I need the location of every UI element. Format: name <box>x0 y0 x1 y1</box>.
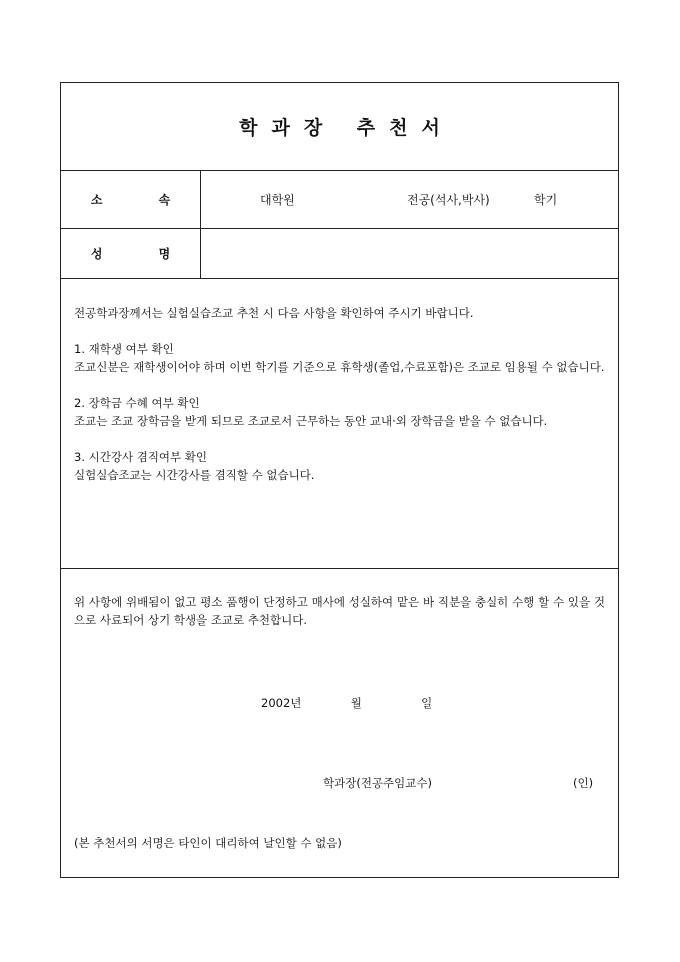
item-3-body: 실험실습조교는 시간강사를 겸직할 수 없습니다. <box>74 468 315 482</box>
major-degree-text: 전공(석사,박사) <box>407 192 490 207</box>
name-label: 성 명 <box>61 228 201 278</box>
confirmation-intro: 전공학과장께서는 실험실습조교 추천 시 다음 사항을 확인하여 주시기 바랍니다. <box>74 306 474 320</box>
affiliation-row <box>61 170 618 229</box>
semester-text: 학기 <box>534 192 558 207</box>
item-1-body: 조교신분은 재학생이어야 하며 이번 학기를 기준으로 휴학생(졸업,수료포함)은 조교로 임용될 수 없습니다. <box>74 360 605 374</box>
affiliation-label: 소 속 <box>61 170 201 228</box>
item-2-heading: 2. 장학금 수혜 여부 확인 <box>74 396 200 410</box>
name-row <box>61 228 618 279</box>
recommendation-section <box>61 593 618 629</box>
document-title: 학과장 추천서 <box>239 117 454 139</box>
date-line <box>261 695 432 711</box>
date-month: 월 <box>350 696 362 710</box>
footnote: (본 추천서의 서명은 타인이 대리하여 날인할 수 없음) <box>74 836 342 850</box>
date-day: 일 <box>421 696 433 710</box>
recommendation-form <box>60 82 619 878</box>
recommendation-text: 위 사항에 위배됨이 없고 평소 품행이 단정하고 매사에 성실하여 맡은 바 직분을 충실히 수행 할 수 있을 것으로 사료되어 상기 학생을 조교로 추천합니다. <box>74 595 605 627</box>
item-2-body: 조교는 조교 장학금을 받게 되므로 조교로서 근무하는 동안 교내·외 장학금을 받을 수 없습니다. <box>74 414 548 428</box>
title-row <box>61 83 618 171</box>
graduate-school-text: 대학원 <box>260 192 295 207</box>
seal-mark: (인) <box>573 776 594 790</box>
section-divider <box>61 568 618 569</box>
confirmation-section <box>61 304 618 484</box>
item-1-heading: 1. 재학생 여부 확인 <box>74 342 174 356</box>
item-3-heading: 3. 시간강사 겸직여부 확인 <box>74 450 208 464</box>
date-year: 2002년 <box>261 696 302 710</box>
signature-title: 학과장(전공주임교수) <box>323 776 432 790</box>
